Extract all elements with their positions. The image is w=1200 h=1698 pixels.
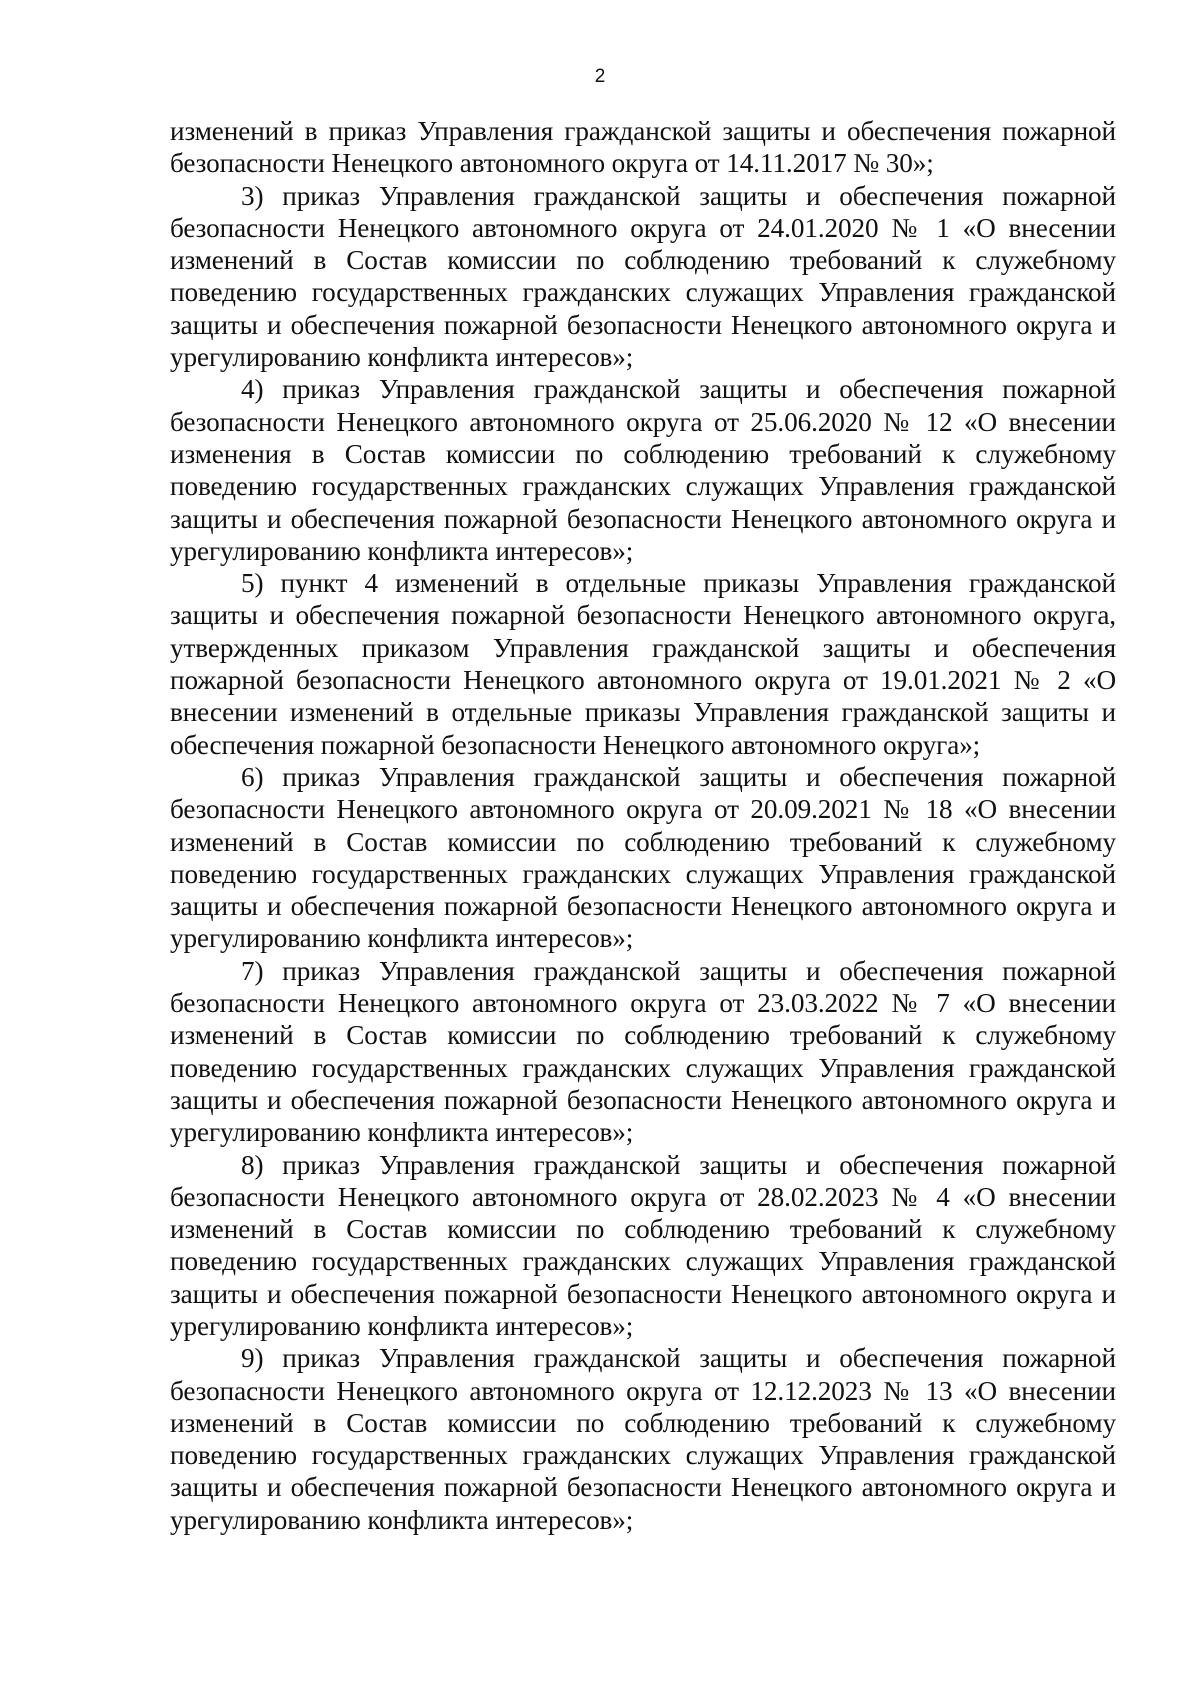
- page-number: 2: [594, 66, 606, 87]
- list-item-5: 5) пункт 4 изменений в отдельные приказы Управления гражданской защиты и обеспечения пожарной безопасности Ненецкого автономного округа, утвержденных приказом Управления гражданской защиты и обеспечения пожарной безопасности Ненецкого автономного округа от 19.01.2021 № 2 «О внесении изменений в отдельные приказы Управления гражданской защиты и обеспечения пожарной безопасности Ненецкого автономного округа»;: [170, 568, 1116, 760]
- list-item-6: 6) приказ Управления гражданской защиты и обеспечения пожарной безопасности Ненецкого автономного округа от 20.09.2021 № 18 «О внесении изменений в Состав комиссии по соблюдению требований к служебному поведению государственных гражданских служащих Управления гражданской защиты и обеспечения пожарной безопасности Ненецкого автономного округа и урегулированию конфликта интересов»;: [170, 761, 1116, 954]
- paragraph-continuation: изменений в приказ Управления гражданской защиты и обеспечения пожарной безопасности Ненецкого автономного округа от 14.11.2017 № 30»;: [170, 116, 1116, 179]
- list-item-3: 3) приказ Управления гражданской защиты и обеспечения пожарной безопасности Ненецкого автономного округа от 24.01.2020 № 1 «О внесении изменений в Состав комиссии по соблюдению требований к служебному поведению государственных гражданских служащих Управления гражданской защиты и обеспечения пожарной безопасности Ненецкого автономного округа и урегулированию конфликта интересов»;: [170, 180, 1116, 373]
- list-item-8: 8) приказ Управления гражданской защиты и обеспечения пожарной безопасности Ненецкого автономного округа от 28.02.2023 № 4 «О внесении изменений в Состав комиссии по соблюдению требований к служебному поведению государственных гражданских служащих Управления гражданской защиты и обеспечения пожарной безопасности Ненецкого автономного округа и урегулированию конфликта интересов»;: [170, 1149, 1116, 1341]
- list-item-9: 9) приказ Управления гражданской защиты и обеспечения пожарной безопасности Ненецкого автономного округа от 12.12.2023 № 13 «О внесении изменений в Состав комиссии по соблюдению требований к служебному поведению государственных гражданских служащих Управления гражданской защиты и обеспечения пожарной безопасности Ненецкого автономного округа и урегулированию конфликта интересов»;: [170, 1343, 1116, 1535]
- list-item-7: 7) приказ Управления гражданской защиты и обеспечения пожарной безопасности Ненецкого автономного округа от 23.03.2022 № 7 «О внесении изменений в Состав комиссии по соблюдению требований к служебному поведению государственных гражданских служащих Управления гражданской защиты и обеспечения пожарной безопасности Ненецкого автономного округа и урегулированию конфликта интересов»;: [170, 955, 1116, 1148]
- list-item-4: 4) приказ Управления гражданской защиты и обеспечения пожарной безопасности Ненецкого автономного округа от 25.06.2020 № 12 «О внесении изменения в Состав комиссии по соблюдению требований к служебному поведению государственных гражданских служащих Управления гражданской защиты и обеспечения пожарной безопасности Ненецкого автономного округа и урегулированию конфликта интересов»;: [170, 374, 1116, 566]
- document-body: [170, 115, 1116, 1536]
